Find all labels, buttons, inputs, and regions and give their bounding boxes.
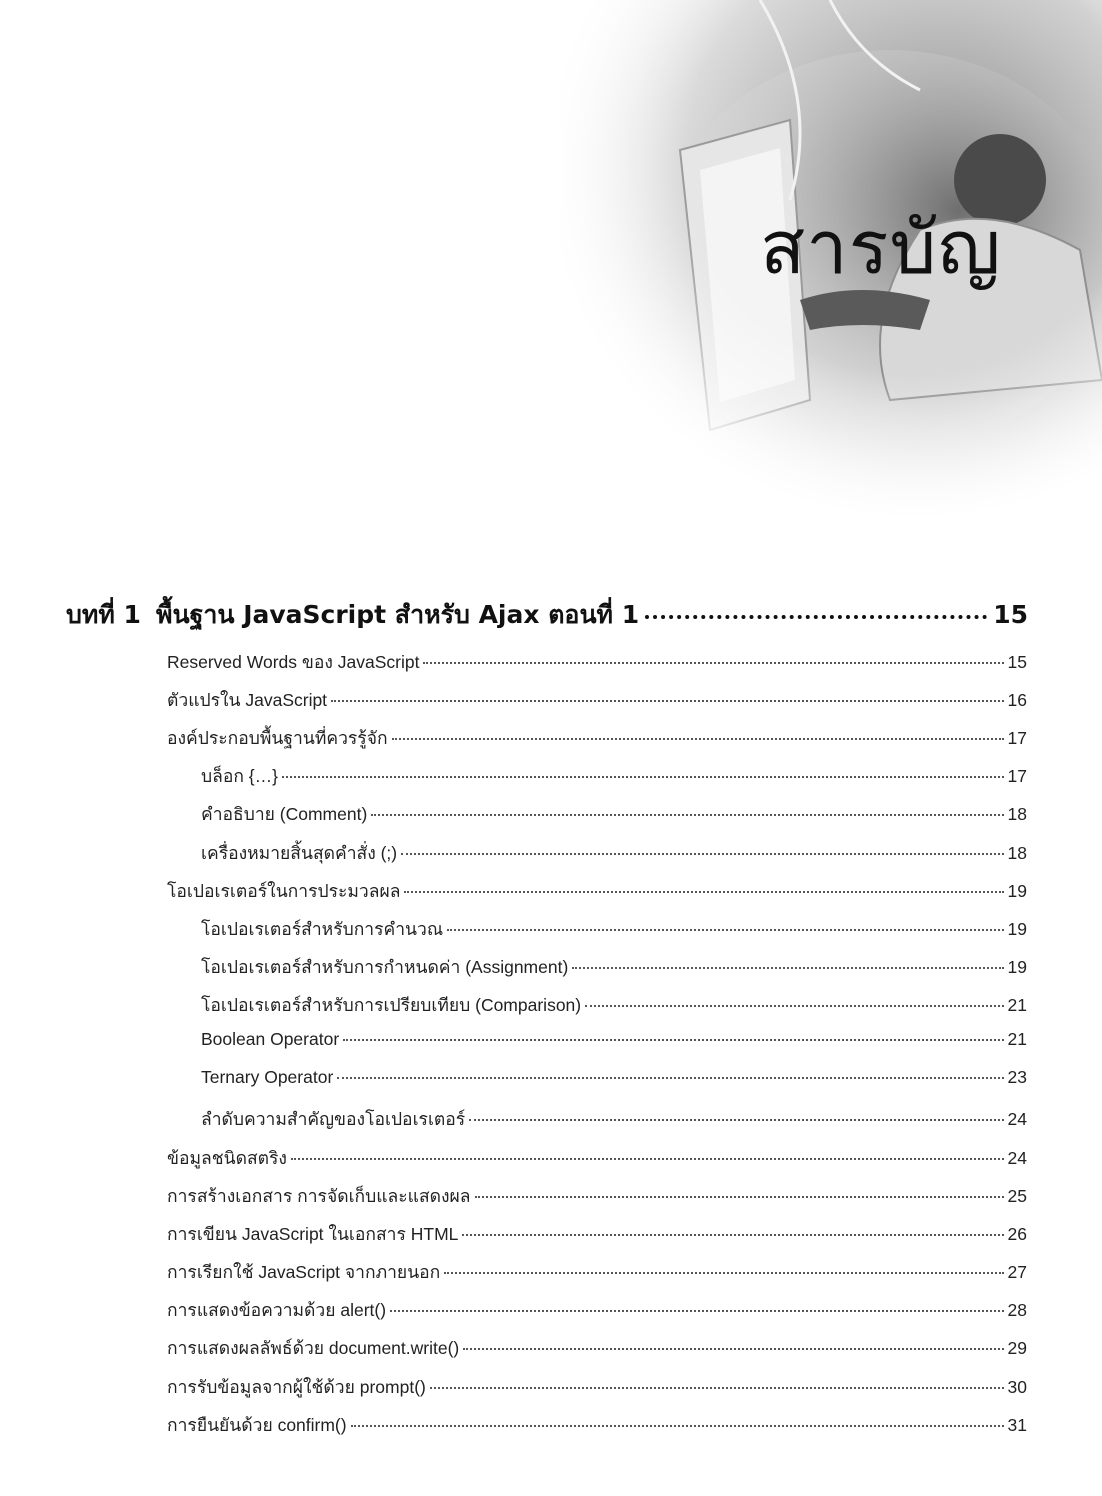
dot-leader [475, 1196, 1004, 1198]
toc-entry-label: โอเปอเรเตอร์สำหรับการกำหนดค่า (Assignment) [201, 957, 569, 977]
toc-entry-label: Boolean Operator [201, 1029, 340, 1049]
toc-entry-page: 18 [1007, 843, 1027, 863]
toc-entry-label: คำอธิบาย (Comment) [201, 804, 368, 824]
toc-entry[interactable] [201, 915, 1027, 945]
dot-leader [291, 1158, 1004, 1160]
toc-entry[interactable] [167, 1182, 1027, 1212]
dot-leader [401, 853, 1003, 855]
toc-entry-label: การแสดงข้อความด้วย alert() [167, 1300, 387, 1320]
toc-entry-page: 26 [1007, 1224, 1027, 1244]
toc-entry-label: การรับข้อมูลจากผู้ใช้ด้วย prompt() [167, 1377, 426, 1397]
toc-entry[interactable] [167, 648, 1027, 678]
toc-entry-page: 29 [1007, 1338, 1027, 1358]
toc-entry-page: 24 [1007, 1109, 1027, 1129]
toc-entry-label: บล็อก {…} [201, 766, 278, 786]
toc-entry[interactable] [167, 724, 1027, 754]
toc-entry[interactable] [167, 1144, 1027, 1174]
toc-entry[interactable] [201, 1105, 1027, 1135]
dot-leader [343, 1039, 1003, 1041]
toc-entry-label: Ternary Operator [201, 1067, 334, 1087]
dot-leader [430, 1387, 1004, 1389]
dot-leader [331, 700, 1003, 702]
toc-entry[interactable] [201, 839, 1027, 869]
toc-entry-page: 18 [1007, 804, 1027, 824]
toc-entry-label: ตัวแปรใน JavaScript [167, 690, 328, 710]
toc-entry-page: 23 [1007, 1067, 1027, 1087]
toc-entry[interactable] [167, 686, 1027, 716]
dot-leader [282, 776, 1004, 778]
toc-entry-label: โอเปอเรเตอร์ในการประมวลผล [167, 881, 401, 901]
dot-leader [447, 929, 1003, 931]
toc-entry[interactable] [201, 991, 1027, 1021]
dot-leader [404, 891, 1003, 893]
toc-entry[interactable] [201, 800, 1027, 830]
toc-entry-label: ข้อมูลชนิดสตริง [167, 1148, 287, 1168]
toc-entry-label: การยืนยันด้วย confirm() [167, 1415, 347, 1435]
dot-leader [444, 1272, 1003, 1274]
toc-entry-page: 19 [1007, 957, 1027, 977]
toc-entry-page: 16 [1007, 690, 1027, 710]
toc-entry-page: 24 [1007, 1148, 1027, 1168]
toc-entry[interactable] [167, 1411, 1027, 1441]
toc-entry-label: การเขียน JavaScript ในเอกสาร HTML [167, 1224, 459, 1244]
toc-entry[interactable] [201, 762, 1027, 792]
toc-entry-label: การแสดงผลลัพธ์ด้วย document.write() [167, 1338, 460, 1358]
dot-leader [392, 738, 1004, 740]
dot-leader [463, 1348, 1003, 1350]
toc-entry-page: 21 [1007, 995, 1027, 1015]
toc-entry[interactable] [167, 1334, 1027, 1364]
chapter-title: พื้นฐาน JavaScript สำหรับ Ajax ตอนที่ 1 [156, 600, 640, 629]
dot-leader [462, 1234, 1003, 1236]
toc-entry-label: โอเปอเรเตอร์สำหรับการเปรียบเทียบ (Comparison) [201, 995, 582, 1015]
dot-leader [423, 662, 1003, 664]
toc-entry-page: 15 [1007, 652, 1027, 672]
dot-leader [371, 814, 1003, 816]
toc-entry-page: 17 [1007, 766, 1027, 786]
toc-entry-page: 21 [1007, 1029, 1027, 1049]
chapter-page-number: 15 [993, 600, 1028, 629]
toc-entry-label: องค์ประกอบพื้นฐานที่ควรรู้จัก [167, 728, 388, 748]
dot-leader [585, 1005, 1003, 1007]
dot-leader [572, 967, 1003, 969]
dot-leader [390, 1310, 1003, 1312]
toc-entry-page: 30 [1007, 1377, 1027, 1397]
dot-leader [337, 1077, 1003, 1079]
toc-entry-label: การสร้างเอกสาร การจัดเก็บและแสดงผล [167, 1186, 471, 1206]
toc-entry[interactable] [201, 953, 1027, 983]
toc-entry-page: 25 [1007, 1186, 1027, 1206]
toc-entry-page: 27 [1007, 1262, 1027, 1282]
toc-entry-label: เครื่องหมายสิ้นสุดคำสั่ง (;) [201, 843, 398, 863]
toc-entry[interactable] [167, 1373, 1027, 1403]
toc-entry-label: ลำดับความสำคัญของโอเปอเรเตอร์ [201, 1109, 466, 1129]
toc-entry[interactable] [167, 1220, 1027, 1250]
dot-leader [469, 1119, 1003, 1121]
chapter-heading[interactable] [66, 595, 1028, 635]
toc-entry-page: 28 [1007, 1300, 1027, 1320]
toc-entry-label: โอเปอเรเตอร์สำหรับการคำนวณ [201, 919, 444, 939]
toc-entry-label: Reserved Words ของ JavaScript [167, 652, 420, 672]
toc-entry[interactable] [167, 877, 1027, 907]
toc-entry-page: 17 [1007, 728, 1027, 748]
toc-entry-label: การเรียกใช้ JavaScript จากภายนอก [167, 1262, 441, 1282]
chapter-number: บทที่ 1 [66, 600, 141, 629]
toc-entry[interactable] [167, 1258, 1027, 1288]
toc-entry[interactable] [201, 1029, 1027, 1059]
toc-entry-page: 31 [1007, 1415, 1027, 1435]
toc-entry[interactable] [201, 1067, 1027, 1097]
toc-entry-page: 19 [1007, 881, 1027, 901]
page-title: สารบัญ [760, 205, 1002, 291]
toc-entry-page: 19 [1007, 919, 1027, 939]
dot-leader [645, 615, 987, 619]
dot-leader [351, 1425, 1004, 1427]
toc-entry[interactable] [167, 1296, 1027, 1326]
